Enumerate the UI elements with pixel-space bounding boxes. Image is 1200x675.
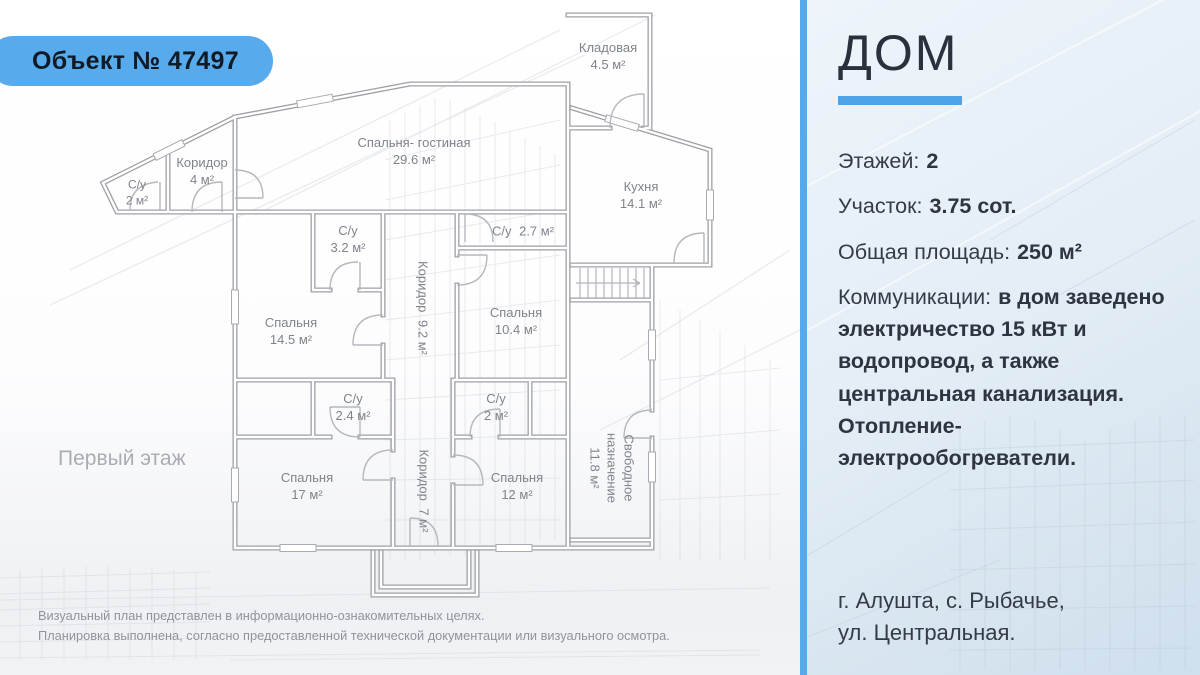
room-label-koridor-92: Коридор 9.2 м² <box>415 261 431 355</box>
panel-title-underline <box>838 96 962 105</box>
disclaimer-line-1: Визуальный план представлен в информационно-ознакомительных целях. <box>38 608 485 623</box>
room-label-koridor-4: Коридор 4 м² <box>176 155 228 187</box>
room-label-master-bedroom: Спальня- гостиная 29.6 м² <box>357 135 471 167</box>
room-label-bedroom-17: Спальня 17 м² <box>280 470 334 502</box>
room-label-kitchen: Кухня 14.1 м² <box>619 179 663 211</box>
address-line-2: ул. Центральная. <box>838 620 1016 646</box>
room-label-su-entry: С/у 2 м² <box>125 177 149 207</box>
fact-floors: Этажей: 2 <box>838 149 939 173</box>
room-label-bedroom-104: Спальня 10.4 м² <box>489 305 543 337</box>
room-label-bedroom-145: Спальня 14.5 м² <box>264 315 318 347</box>
floor-caption: Первый этаж <box>58 447 186 470</box>
room-label-su-27: С/у 2.7 м² <box>491 223 555 239</box>
panel-title: ДОМ <box>838 25 959 81</box>
disclaimer-line-2: Планировка выполнена, согласно предоставленной технической документации или визуального осмотра. <box>38 628 670 644</box>
address <box>838 585 1065 649</box>
room-label-bedroom-12: Спальня 12 м² <box>490 470 544 502</box>
room-label-koridor-7: Коридор 7 м² <box>416 449 432 533</box>
info-panel <box>800 0 1200 675</box>
fact-total-area: Общая площадь: 250 м² <box>838 239 1082 264</box>
room-label-su-2: С/у 2 м² <box>483 391 509 423</box>
object-number-badge <box>0 36 273 86</box>
room-label-su-32: С/у 3.2 м² <box>330 223 366 255</box>
floor-plan-drawing <box>85 5 735 605</box>
room-label-kladovaya: Кладовая 4.5 м² <box>578 40 638 72</box>
disclaimer <box>38 606 670 647</box>
room-label-su-24: С/у 2.4 м² <box>335 391 371 423</box>
object-number-label: Объект № 47497 <box>32 46 239 75</box>
panel-content <box>800 0 1200 474</box>
fact-communications: Коммуникации: в дом заведено электричество 15 кВт и водопровод, а также центральная канализация. Отопление- электрообогреватели. <box>838 284 1165 470</box>
fact-plot: Участок: 3.75 сот. <box>838 194 1017 219</box>
address-line-1: г. Алушта, с. Рыбачье, <box>838 588 1065 614</box>
room-label-free-purpose: Свободное назначение 11.8 м² <box>587 432 637 504</box>
